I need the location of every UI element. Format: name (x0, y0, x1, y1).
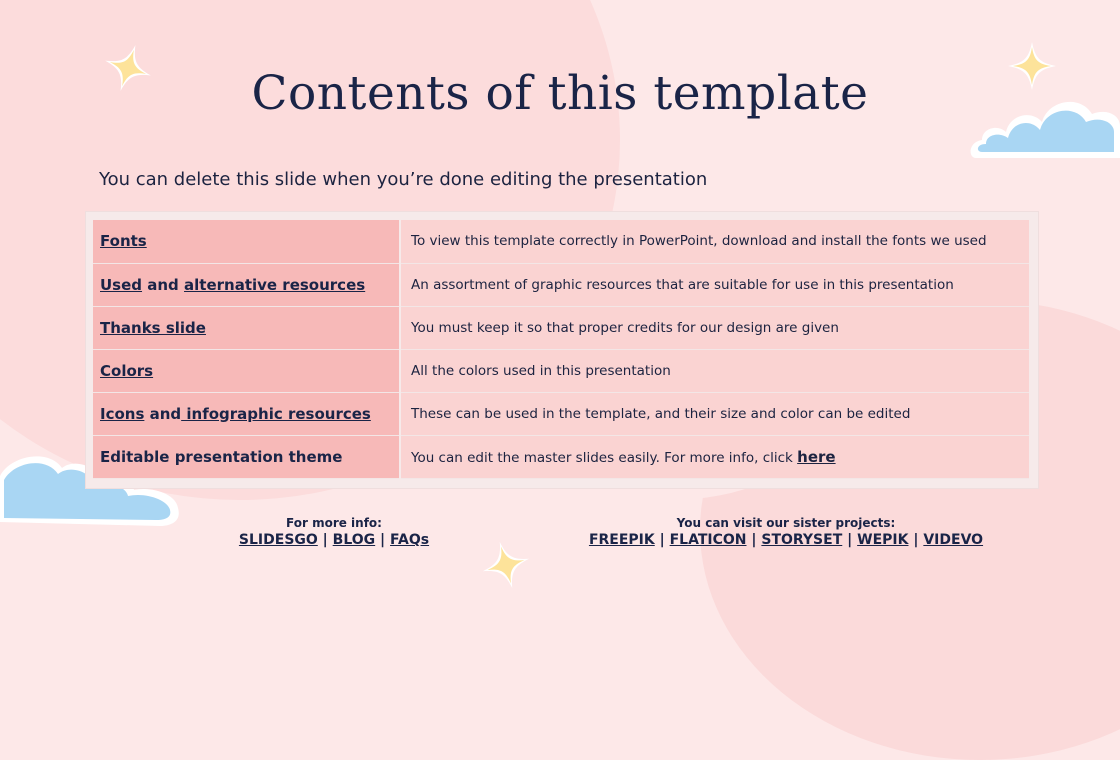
footer-sister-projects-heading: You can visit our sister projects: (676, 516, 896, 530)
row-label (93, 392, 400, 435)
row-description-text: You must keep it so that proper credits for our design are given (411, 319, 839, 336)
here-link[interactable]: here (797, 447, 836, 466)
link-separator: | (842, 532, 858, 548)
row-description (400, 349, 1029, 392)
sister-link-videvo[interactable]: VIDEVO (923, 532, 984, 548)
footer-sister-projects-links (566, 532, 1006, 548)
row-label-text: and (142, 275, 185, 294)
sister-link-wepik[interactable]: WEPIK (857, 532, 909, 548)
row-label-link[interactable]: Colors (100, 361, 154, 380)
row-label-link[interactable]: Icons (100, 404, 145, 423)
table-row (93, 392, 1029, 435)
table-row (93, 263, 1029, 306)
page-subtitle: You can delete this slide when you’re done editing the presentation (99, 169, 708, 190)
table-row (93, 306, 1029, 349)
footer-link-blog[interactable]: BLOG (332, 532, 376, 548)
row-description-text: These can be used in the template, and their size and color can be edited (411, 405, 911, 422)
footer-more-info-heading: For more info: (286, 516, 382, 530)
row-description (400, 306, 1029, 349)
row-description (400, 435, 1029, 478)
row-description (400, 392, 1029, 435)
star-icon (478, 537, 534, 593)
table-row (93, 349, 1029, 392)
table-row (93, 435, 1029, 478)
sister-link-storyset[interactable]: STORYSET (761, 532, 843, 548)
footer-more-info-links (224, 532, 444, 548)
table-row (93, 220, 1029, 263)
footer-link-faqs[interactable]: FAQs (390, 532, 430, 548)
footer-more-info (224, 516, 444, 548)
footer-sister-projects (566, 516, 1006, 548)
link-separator: | (654, 532, 670, 548)
row-label-link[interactable]: alternative resources (184, 275, 366, 294)
row-label-link[interactable]: Thanks slide (100, 318, 206, 337)
page-title: Contents of this template (251, 66, 869, 121)
sister-link-freepik[interactable]: FREEPIK (588, 532, 655, 548)
row-label-text: and (144, 404, 182, 423)
row-label (93, 349, 400, 392)
row-description-text: An assortment of graphic resources that are suitable for use in this presentation (411, 276, 954, 293)
row-description (400, 220, 1029, 263)
row-label (93, 306, 400, 349)
link-separator: | (375, 532, 391, 548)
link-separator: | (317, 532, 333, 548)
row-label-link[interactable]: infographic resources (181, 404, 371, 423)
link-separator: | (746, 532, 762, 548)
link-separator: | (908, 532, 924, 548)
row-label-text: Editable presentation theme (100, 447, 343, 466)
contents-table (85, 211, 1039, 489)
footer-link-slidesgo[interactable]: SLIDESGO (238, 532, 318, 548)
row-label (93, 435, 400, 478)
row-label (93, 220, 400, 263)
row-label-link[interactable]: Fonts (100, 232, 147, 251)
row-label (93, 263, 400, 306)
row-description (400, 263, 1029, 306)
contents-table-grid (93, 220, 1029, 479)
row-description-text: All the colors used in this presentation (411, 362, 671, 379)
row-description-text: You can edit the master slides easily. For more info, click (411, 449, 798, 466)
row-label-link[interactable]: Used (100, 275, 143, 294)
row-description-text: To view this template correctly in PowerPoint, download and install the fonts we used (411, 233, 987, 250)
sister-link-flaticon[interactable]: FLATICON (669, 532, 747, 548)
